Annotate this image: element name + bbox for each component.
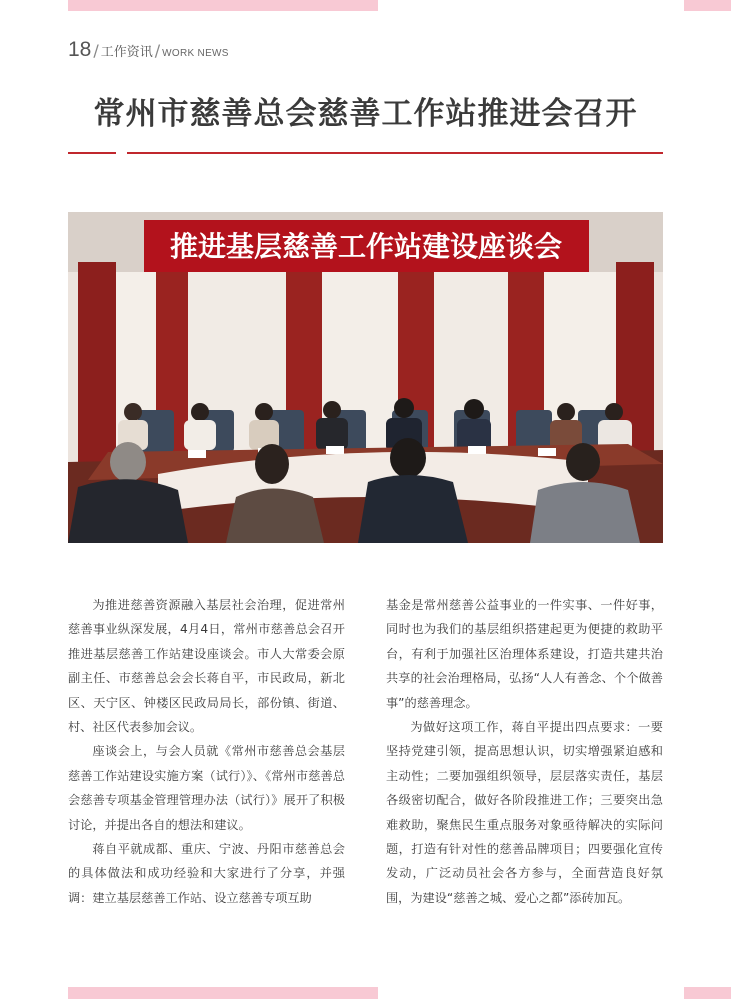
bottom-decor-bar-right [684,987,731,999]
banner-text: 推进基层慈善工作站建设座谈会 [169,230,563,263]
title-rule-left [68,152,116,154]
bottom-decor-bar-left [68,987,378,999]
section-title-en: WORK NEWS [162,48,229,59]
paragraph: 基金是常州慈善公益事业的一件实事、一件好事，同时也为我们的基层组织搭建起更为便捷的救助平台，有利于加强社区治理体系建设，打造共建共治共享的社会治理格局，弘扬“人人有善念、个个做善事”的慈善理念。 [386,598,663,710]
header-divider: / [93,41,99,60]
meeting-photo [68,212,663,543]
title-rule-right [127,152,663,154]
top-decor-bar-right [684,0,731,11]
article-column-left [68,593,345,910]
paragraph: 蒋自平就成都、重庆、宁波、丹阳市慈善总会的具体做法和成功经验和大家进行了分享，并强调：建立基层慈善工作站、设立慈善专项互助 [68,842,345,905]
section-title-cn: 工作资讯 [100,45,153,60]
page-number: 18 [68,38,92,61]
article-column-right [386,593,663,910]
article-title: 常州市慈善总会慈善工作站推进会召开 [93,96,638,132]
header-divider: / [154,41,161,60]
paragraph: 为推进慈善资源融入基层社会治理，促进常州慈善事业纵深发展，4月4日，常州市慈善总会召开推进基层慈善工作站建设座谈会。市人大常委会原副主任、市慈善总会会长蒋自平，市民政局，新北区、天宁区、钟楼区民政局局长，部份镇、街道、村、社区代表参加会议。 [68,598,345,735]
paragraph: 座谈会上，与会人员就《常州市慈善总会基层慈善工作站建设实施方案（试行）》、《常州市慈善总会慈善专项基金管理管理办法（试行）》展开了积极讨论，并提出各自的想法和建议。 [68,744,345,832]
page-header [68,38,229,62]
top-decor-bar-left [68,0,378,11]
paragraph: 为做好这项工作，蒋自平提出四点要求：一要坚持党建引领，提高思想认识，切实增强紧迫感和主动性；二要加强组织领导，层层落实责任，基层各级密切配合，做好各阶段推进工作；三要突出急难救助，聚焦民生重点服务对象亟待解决的实际问题，打造有针对性的慈善品牌项目；四要强化宣传发动，广泛动员社会各方参与，全面营造良好氛围，为建设“慈善之城、爱心之都”添砖加瓦。 [386,720,663,905]
